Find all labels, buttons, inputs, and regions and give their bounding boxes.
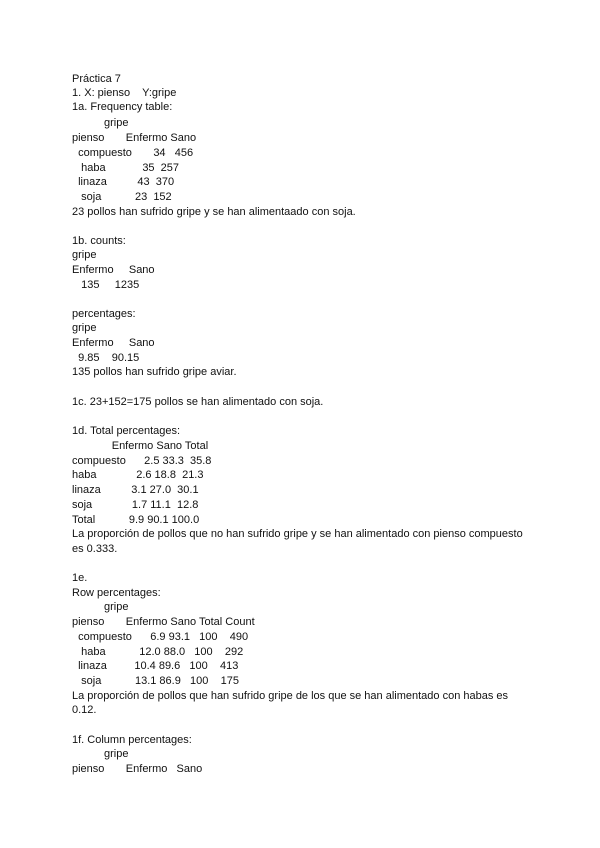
- q1a-table-row: linaza 43 370: [72, 176, 175, 188]
- q1f-heading: 1f. Column percentages:: [72, 734, 192, 746]
- q1e-table-row: haba 12.0 88.0 100 292: [72, 646, 244, 658]
- q1e-subheading: Row percentages:: [72, 587, 161, 599]
- q1a-note: 23 pollos han sufrido gripe y se han alimentaado con soja.: [72, 206, 356, 218]
- q1e-heading: 1e.: [72, 572, 88, 584]
- q1a-table-row: compuesto 34 456: [72, 147, 194, 159]
- q1d-note: La proporción de pollos que no han sufrido gripe y se han alimentado con pienso compuesto: [72, 528, 523, 540]
- q1c-text: 1c. 23+152=175 pollos se han alimentado con soja.: [72, 396, 324, 408]
- q1e-table-row: soja 13.1 86.9 100 175: [72, 675, 239, 687]
- q1d-table-row: soja 1.7 11.1 12.8: [72, 499, 199, 511]
- q1e-table-header: pienso Enfermo Sano Total Count: [72, 616, 255, 628]
- q1b-counts: 135 1235: [72, 279, 140, 291]
- q1e-table-row: linaza 10.4 89.6 100 413: [72, 660, 239, 672]
- q1e-table-row: compuesto 6.9 93.1 100 490: [72, 631, 249, 643]
- q1b-percentages-heading: percentages:: [72, 308, 136, 320]
- q1a-heading: 1a. Frequency table:: [72, 101, 173, 113]
- q1f-table-header: pienso Enfermo Sano: [72, 763, 203, 775]
- variables-line: 1. X: pienso Y:gripe: [72, 87, 177, 99]
- q1e-note-continued: 0.12.: [72, 704, 97, 716]
- document-title: Práctica 7: [72, 73, 121, 85]
- q1d-heading: 1d. Total percentages:: [72, 425, 181, 437]
- q1b-variable: gripe: [72, 249, 97, 261]
- q1b-note: 135 pollos han sufrido gripe aviar.: [72, 366, 237, 378]
- q1a-table-row: haba 35 257: [72, 162, 180, 174]
- q1b-heading: 1b. counts:: [72, 235, 126, 247]
- q1d-table-header: Enfermo Sano Total: [72, 440, 209, 452]
- q1e-note: La proporción de pollos que han sufrido gripe de los que se han alimentado con habas es: [72, 690, 509, 702]
- q1d-table-row: compuesto 2.5 33.3 35.8: [72, 455, 212, 467]
- q1b-percentages-values: 9.85 90.15: [72, 352, 140, 364]
- q1a-table-header: pienso Enfermo Sano: [72, 132, 197, 144]
- q1d-note-continued: es 0.333.: [72, 543, 118, 555]
- q1d-table-row: haba 2.6 18.8 21.3: [72, 469, 204, 481]
- q1d-table-row: linaza 3.1 27.0 30.1: [72, 484, 199, 496]
- q1f-col-group: gripe: [104, 748, 129, 760]
- q1b-percentages-variable: gripe: [72, 322, 97, 334]
- q1b-header: Enfermo Sano: [72, 264, 155, 276]
- q1a-col-group: gripe: [104, 117, 129, 129]
- q1d-table-row: Total 9.9 90.1 100.0: [72, 514, 200, 526]
- q1a-table-row: soja 23 152: [72, 191, 172, 203]
- q1b-percentages-header: Enfermo Sano: [72, 337, 155, 349]
- q1e-col-group: gripe: [104, 601, 129, 613]
